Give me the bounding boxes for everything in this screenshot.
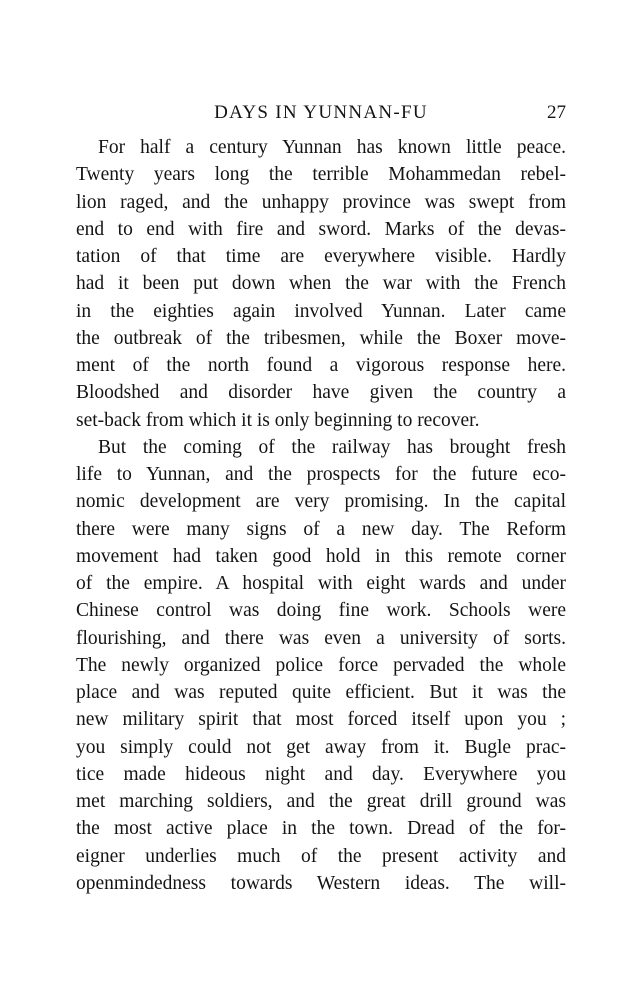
text-line: end to end with fire and sword. Marks of the devas- xyxy=(76,218,566,240)
text-line: For half a century Yunnan has known little peace. xyxy=(98,137,566,158)
text-line: the outbreak of the tribesmen, while the Boxer move- xyxy=(76,327,566,349)
text-line: the most active place in the town. Dread of the for- xyxy=(76,818,566,840)
page-header xyxy=(76,100,566,128)
text-line: life to Yunnan, and the prospects for the future eco- xyxy=(76,464,566,485)
text-line: tice made hideous night and day. Everywhere you xyxy=(76,763,566,785)
text-line: tation of that time are everywhere visible. Hardly xyxy=(76,246,566,267)
text-line: in the eighties again involved Yunnan. Later came xyxy=(76,300,566,322)
text-line: met marching soldiers, and the great drill ground was xyxy=(76,791,566,812)
text-line: The newly organized police force pervaded the whole xyxy=(76,654,566,676)
text-line: of the empire. A hospital with eight wards and under xyxy=(76,573,566,594)
text-line: Chinese control was doing fine work. Schools were xyxy=(76,600,566,622)
body-text xyxy=(76,134,566,897)
text-line: But the coming of the railway has brought fresh xyxy=(98,436,566,458)
text-line: you simply could not get away from it. Bugle prac- xyxy=(76,736,566,758)
text-line: ment of the north found a vigorous response here. xyxy=(76,355,566,376)
text-line: lion raged, and the unhappy province was swept from xyxy=(76,191,566,213)
text-line: openmindedness towards Western ideas. The will- xyxy=(76,872,566,894)
text-line: eigner underlies much of the present activity and xyxy=(76,845,566,867)
text-line: nomic development are very promising. In the capital xyxy=(76,491,566,513)
text-line: there were many signs of a new day. The Reform xyxy=(76,518,566,540)
text-line: had it been put down when the war with the French xyxy=(76,273,566,295)
text-line: set-back from which it is only beginning to recover. xyxy=(76,409,480,431)
running-head: DAYS IN YUNNAN-FU xyxy=(214,102,428,123)
paragraph-2 xyxy=(76,434,566,897)
text-line: place and was reputed quite efficient. But it was the xyxy=(76,682,566,703)
text-line: new military spirit that most forced itself upon you ; xyxy=(76,709,566,731)
text-line: flourishing, and there was even a university of sorts. xyxy=(76,627,566,649)
text-line: movement had taken good hold in this remote corner xyxy=(76,545,566,567)
text-line: Bloodshed and disorder have given the country a xyxy=(76,382,566,404)
page-number: 27 xyxy=(547,102,566,123)
paragraph-1 xyxy=(76,134,566,434)
text-line: Twenty years long the terrible Mohammedan rebel- xyxy=(76,164,566,186)
